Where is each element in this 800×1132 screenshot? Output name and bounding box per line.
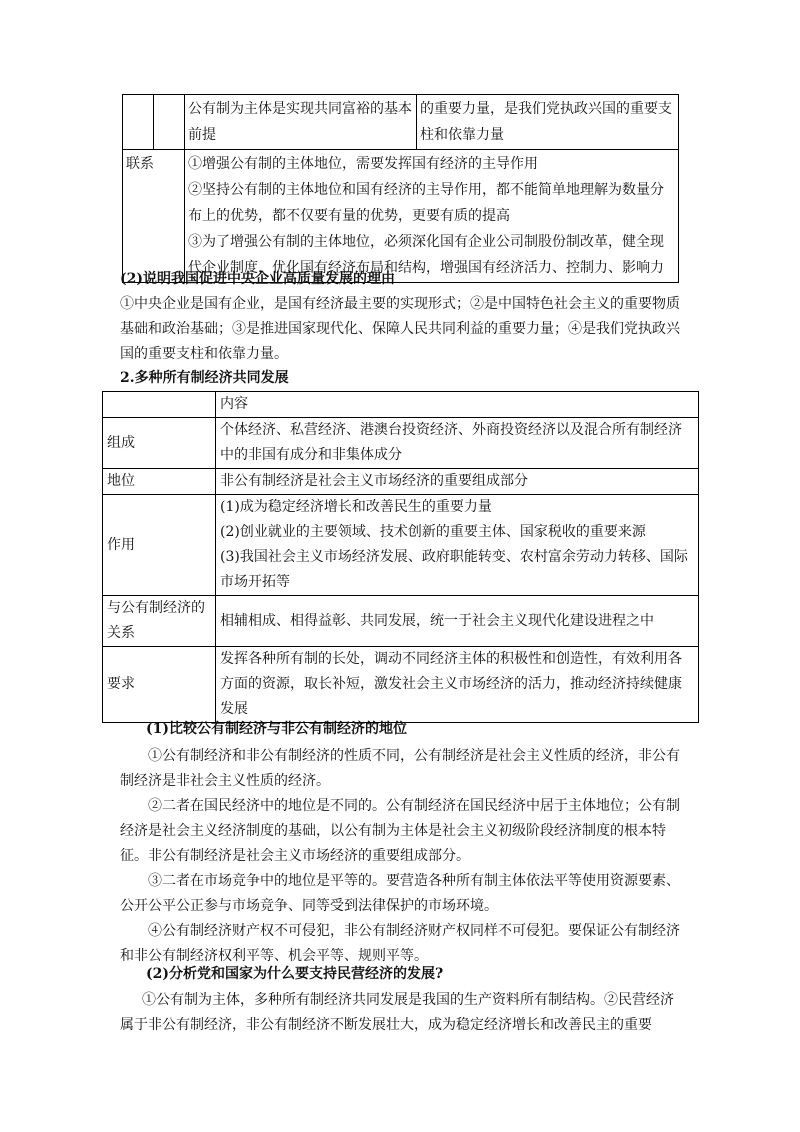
table-row [123, 95, 679, 150]
answer-block [120, 744, 682, 969]
link-item: ①增强公有制的主体地位，需要发挥国有经济的主导作用 [188, 156, 538, 172]
paragraph: ①公有制经济和非公有制经济的性质不同，公有制经济是社会主义性质的经济，非公有制经济是非社会主义性质的经济。 [120, 748, 680, 789]
row-label: 联系 [123, 150, 185, 283]
table-cell: 公有制为主体是实现共同富裕的基本前提 [185, 95, 417, 150]
comparison-table-continued [122, 94, 679, 283]
table-cell: 的重要力量，是我们党执政兴国的重要支柱和依靠力量 [417, 95, 679, 150]
ownership-table [102, 391, 699, 723]
table-cell: 非公有制经济是社会主义市场经济的重要组成部分 [216, 469, 699, 495]
paragraph: ②二者在国民经济中的地位是不同的。公有制经济在国民经济中居于主体地位；公有制经济是社会主义经济制度的基础，以公有制为主体是社会主义初级阶段经济制度的根本特征。非公有制经济是社会主义市场经济的重要组成部分。 [120, 798, 680, 864]
table-cell-empty [154, 95, 185, 150]
row-label: 作用 [103, 495, 216, 596]
table-cell [185, 150, 679, 283]
table-header-row [103, 392, 699, 418]
table-cell: 相辅相成、相得益彰、共同发展，统一于社会主义现代化建设进程之中 [216, 596, 699, 647]
table-row [103, 469, 699, 495]
subsection-heading: (2)说明我国促进中央企业高质量发展的理由 [120, 271, 395, 287]
row-label: 与公有制经济的关系 [103, 596, 216, 647]
table-row [103, 418, 699, 469]
list-item: (1)成为稳定经济增长和改善民生的重要力量 [220, 499, 492, 515]
link-item: ③为了增强公有制的主体地位，必须深化国有企业公司制股份制改革，健全现代企业制度，优化国有经济布局和结构，增强国有经济活力、控制力、影响力 [188, 234, 664, 276]
table-row [103, 596, 699, 647]
list-item: (3)我国社会主义市场经济发展、政府职能转变、农村富余劳动力转移、国际市场开拓等 [220, 549, 688, 590]
question-heading: (1)比较公有制经济与非公有制经济的地位 [146, 721, 407, 737]
paragraph: ①中央企业是国有企业，是国有经济最主要的实现形式；②是中国特色社会主义的重要物质基础和政治基础；③是推进国家现代化、保障人民共同利益的重要力量；④是我们党执政兴国的重要支柱和依靠力量。 [120, 296, 680, 362]
table-row [103, 647, 699, 723]
link-item: ②坚持公有制的主体地位和国有经济的主导作用，都不能简单地理解为数量分布上的优势，都不仅要有量的优势，更要有质的提高 [188, 182, 664, 224]
section-title: 2.多种所有制经济共同发展 [120, 370, 289, 386]
table-cell [216, 495, 699, 596]
table-cell-empty [123, 95, 154, 150]
list-item: (2)创业就业的主要领域、技术创新的重要主体、国家税收的重要来源 [220, 524, 646, 540]
table-cell-empty [103, 392, 216, 418]
table-cell: 个体经济、私营经济、港澳台投资经济、外商投资经济以及混合所有制经济中的非国有成分和非集体成分 [216, 418, 699, 469]
row-label: 地位 [103, 469, 216, 495]
column-header: 内容 [216, 392, 699, 418]
table-cell: 发挥各种所有制的长处，调动不同经济主体的积极性和创造性，有效利用各方面的资源，取长补短，激发社会主义市场经济的活力，推动经济持续健康发展 [216, 647, 699, 723]
question-heading: (2)分析党和国家为什么要支持民营经济的发展? [146, 966, 444, 982]
table-row [103, 495, 699, 596]
table-row [123, 150, 679, 283]
row-label: 要求 [103, 647, 216, 723]
paragraph: ①公有制为主体，多种所有制经济共同发展是我国的生产资料所有制结构。②民营经济属于非公有制经济，非公有制经济不断发展壮大，成为稳定经济增长和改善民主的重要 [120, 992, 674, 1033]
paragraph: ④公有制经济财产权不可侵犯，非公有制经济财产权同样不可侵犯。要保证公有制经济和非公有制经济权利平等、机会平等、规则平等。 [120, 923, 680, 964]
row-label: 组成 [103, 418, 216, 469]
paragraph: ③二者在市场竞争中的地位是平等的。要营造各种所有制主体依法平等使用资源要素、公开公平公正参与市场竞争、同等受到法律保护的市场环境。 [120, 873, 680, 914]
